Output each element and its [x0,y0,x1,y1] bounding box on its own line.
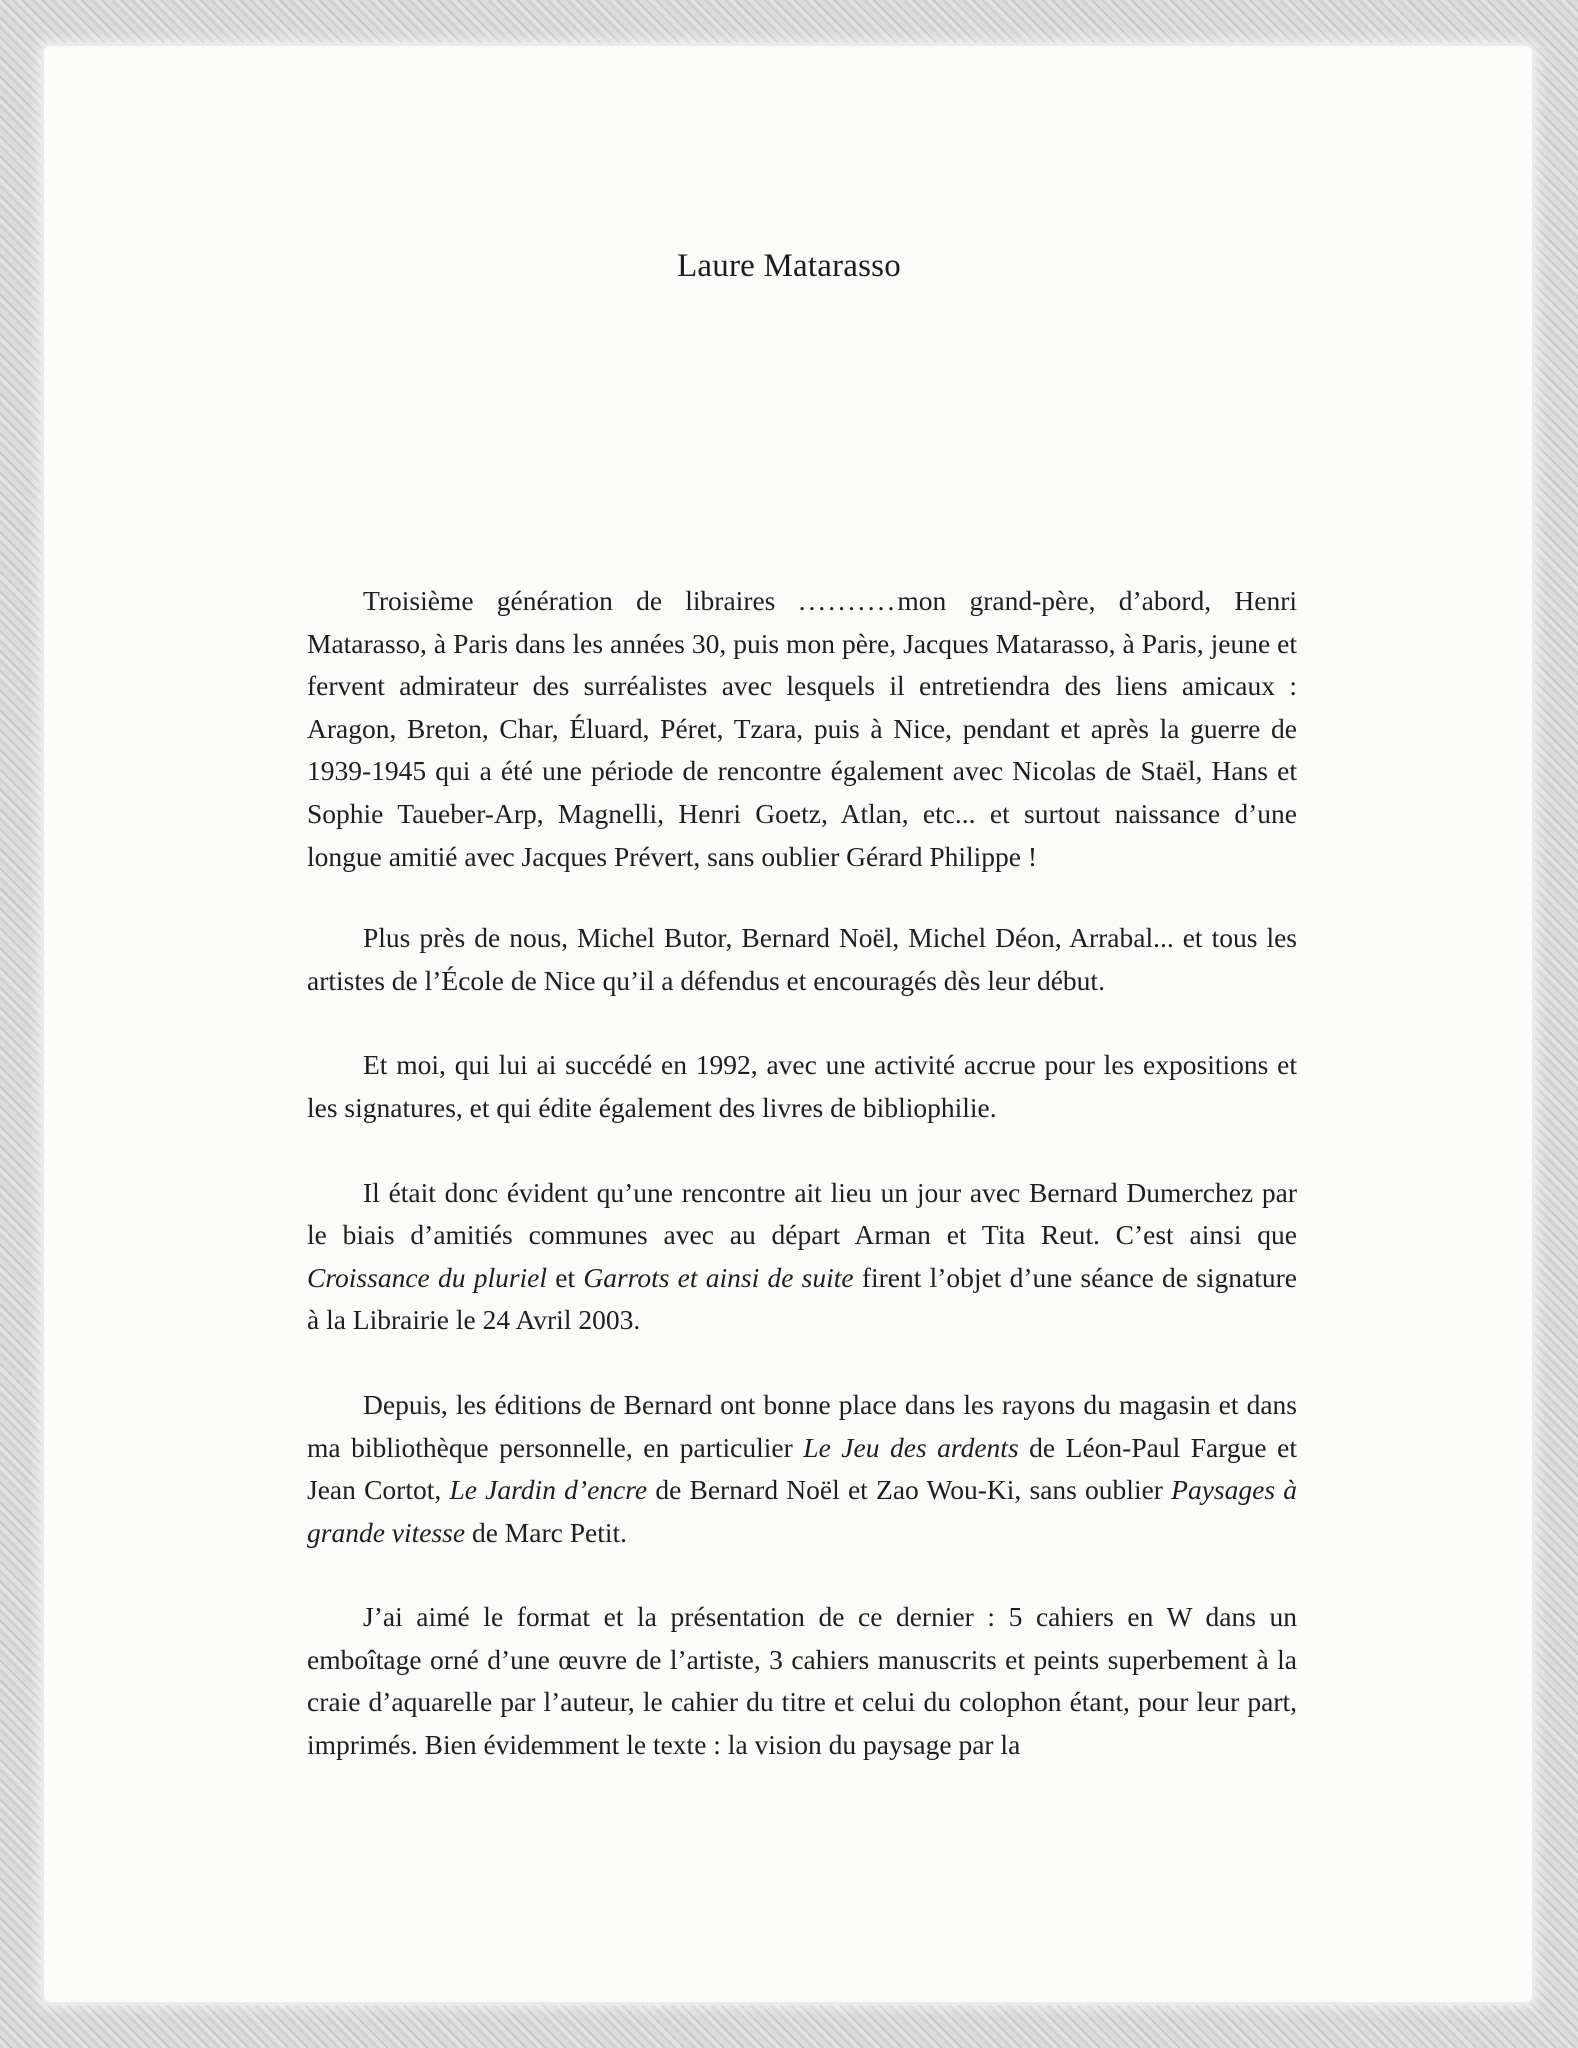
paragraph [307,1044,1297,1129]
italic-title: Croissance du pluriel [307,1261,548,1293]
text-run: Plus près de nous, Michel Butor, Bernard Noël, Michel Déon, Arrabal... et tous les artistes de l’École de Nice qu’il a défendus et encouragés dès leur début. [307,922,1297,996]
italic-title: Le Jardin d’encre [449,1474,648,1506]
paragraph [307,917,1297,1002]
paragraph [307,580,1297,878]
text-run: Troisième génération de libraires [363,585,799,616]
text-run: de Léon-Paul Fargue et Jean Cortot, [307,1431,1297,1506]
text-run: Il était donc évident qu’une rencontre ait lieu un jour avec Bernard Dumerchez par le biais d’amitiés communes avec au départ Arman et Tita Reut. C’est ainsi que [307,1176,1297,1251]
paragraph [307,1172,1297,1342]
text-run: mon grand-père, d’abord, Henri Matarasso, à Paris dans les années 30, puis mon père, Jacques Matarasso, à Paris, jeune et fervent admirateur des surréalistes avec lesquels il entretiendra des liens amicaux : Aragon, Breton, Char, Éluard, Péret, Tzara, puis à Nice, pendant et après la guerre de 1939-1945 qui a été une période de rencontre également avec Nicolas de Staël, Hans et Sophie Taueber-Arp, Magnelli, Henri Goetz, Atlan, etc... et surtout naissance d’une longue amitié avec Jacques Prévert, sans oublier Gérard Philippe ! [307,585,1297,872]
text-run: Et moi, qui lui ai succédé en 1992, avec une activité accrue pour les expositions et les signatures, et qui édite également des livres de bibliophilie. [307,1049,1297,1123]
text-run: Depuis, les éditions de Bernard ont bonne place dans les rayons du magasin et dans ma bibliothèque personnelle, en particulier [307,1388,1297,1463]
text-run: J’ai aimé le format et la présentation de ce dernier : 5 cahiers en W dans un emboîtage orné d’une œuvre de l’artiste, 3 cahiers manuscrits et peints superbement à la craie d’aquarelle par l’auteur, le cahier du titre et celui du colophon étant, pour leur part, imprimés. Bien évidemment le texte : la vision du paysage par la [307,1601,1297,1761]
paragraph [307,1384,1297,1554]
italic-title: Paysages à grande vitesse [307,1474,1297,1548]
italic-title: Le Jeu des ardents [803,1431,1019,1463]
italic-title: Garrots et ainsi de suite [583,1261,854,1293]
paragraph [307,1596,1297,1766]
body-text [307,580,1297,1809]
text-run: de Marc Petit. [465,1516,627,1548]
text-run: de Bernard Noël et Zao Wou-Ki, sans oublier [647,1474,1172,1506]
text-run: firent l’objet d’une séance de signature à la Librairie le 24 Avril 2003. [307,1261,1297,1336]
dot-leader: .......... [798,585,898,616]
text-run: et [547,1261,584,1293]
page-title: Laure Matarasso [677,248,901,284]
